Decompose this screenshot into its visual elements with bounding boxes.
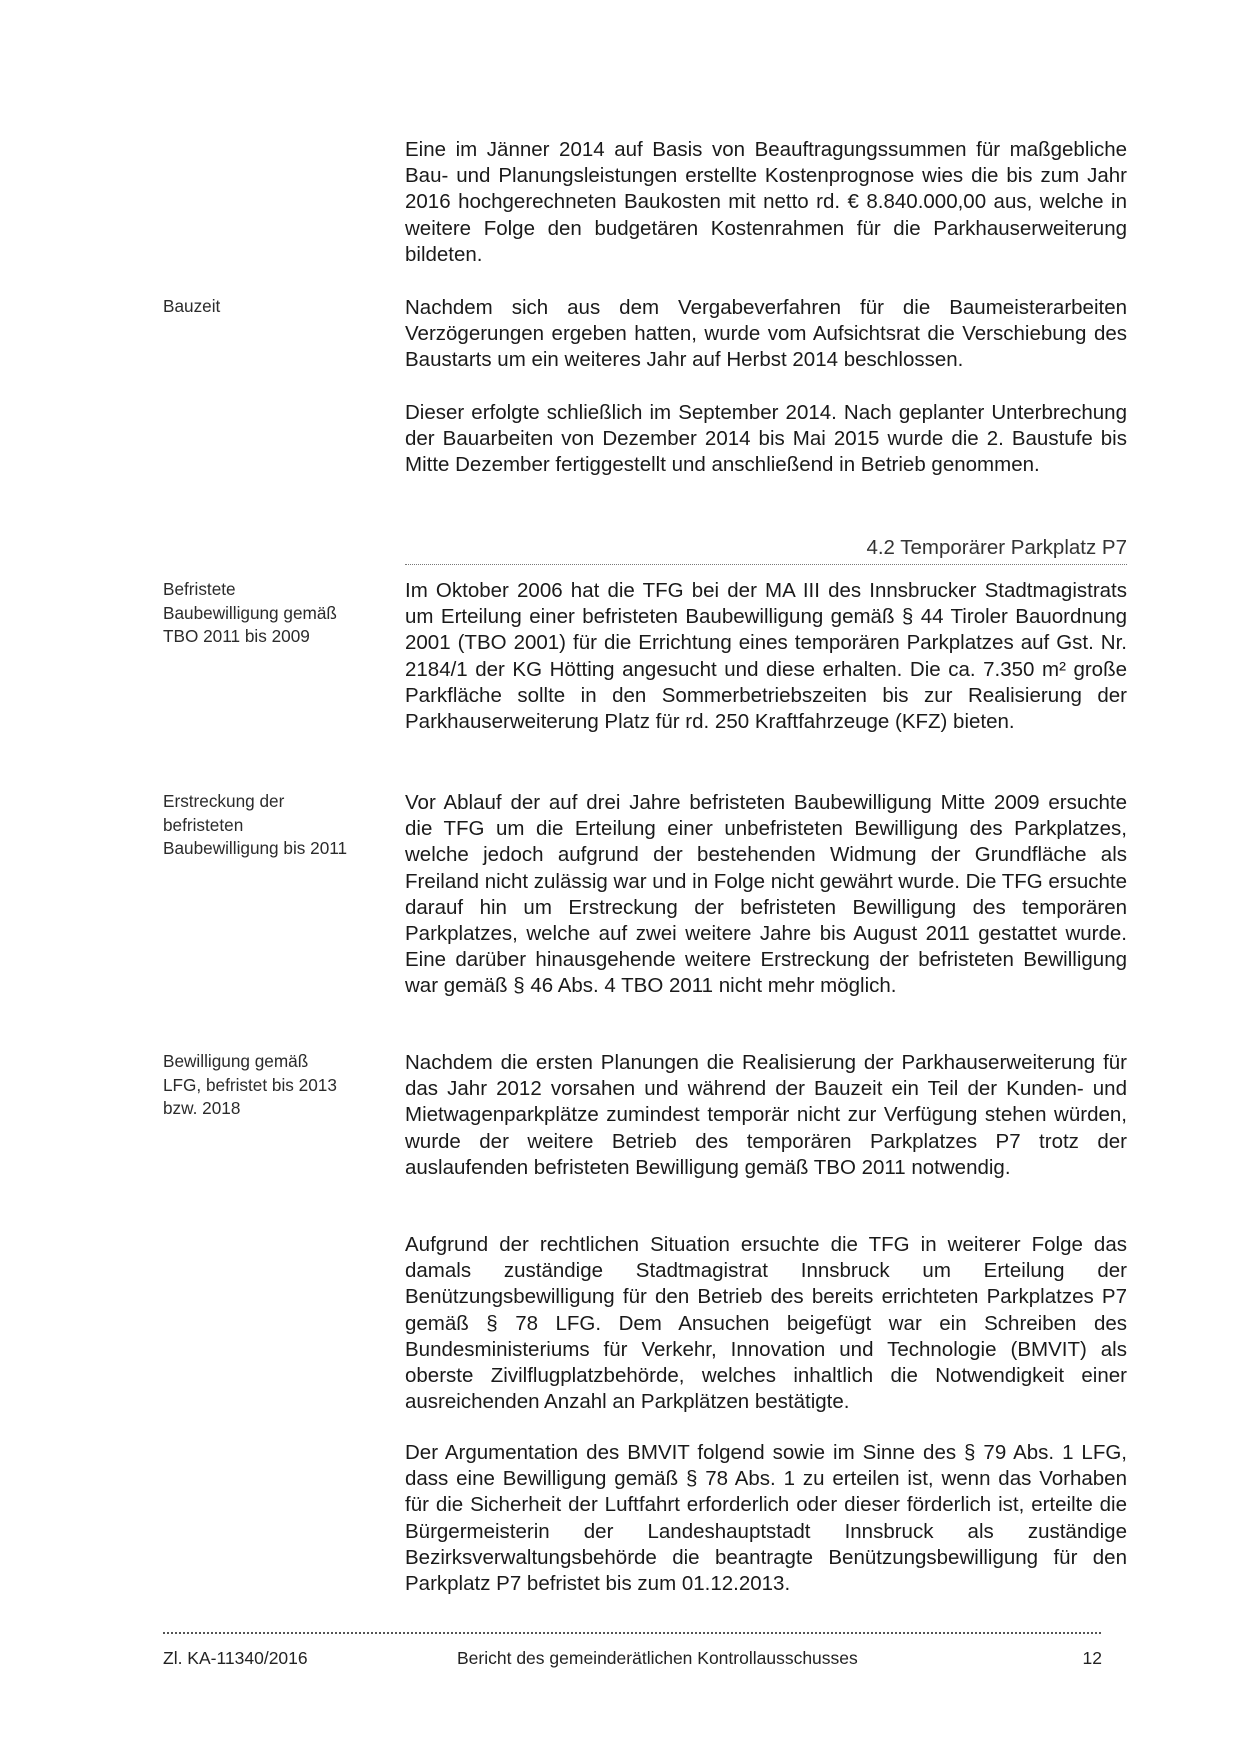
margin-note-line: LFG, befristet bis 2013 [163,1074,337,1095]
margin-note-line: Bewilligung gemäß [163,1051,309,1071]
margin-note-line: Baubewilligung gemäß [163,602,337,623]
paragraph-usage-permit-granted: Der Argumentation des BMVIT folgend sowie im Sinne des § 79 Abs. 1 LFG, dass eine Bewilligung gemäß § 78 Abs. 1 zu erteilen ist, wenn das Vorhaben für die Sicherheit der Luftfahrt erforderlich oder dieser förderlich ist, erteilte die Bürgermeisterin der Landeshauptstadt Innsbruck als zuständige Bezirksverwaltungsbehörde die beantragte Benützungsbewilligung für den Parkplatz P7 befristet bis zum 01.12.2013. [405,1441,1127,1596]
section-heading: 4.2 Temporärer Parkplatz P7 [405,536,1127,565]
margin-note-temporary-permit [163,578,403,649]
margin-note-line: TBO 2011 bis 2009 [163,626,310,646]
footer-reference: Zl. KA-11340/2016 [163,1648,308,1668]
margin-note-permit-extension [163,790,403,861]
margin-note-bauzeit: Bauzeit [163,296,221,316]
paragraph-cost-forecast: Eine im Jänner 2014 auf Basis von Beauftragungssummen für maßgebliche Bau- und Planungsleistungen erstellte Kostenprognose wies die bis zum Jahr 2016 hochgerechneten Baukosten mit netto rd. € 8.840.000,00 aus, welche in weitere Folge den budgetären Kostenrahmen für die Parkhauserweiterung bildeten. [405,138,1127,266]
page-number: 12 [1082,1648,1102,1668]
footer-report-title: Bericht des gemeinderätlichen Kontrollausschusses [457,1648,858,1668]
paragraph-permit-extension: Vor Ablauf der auf drei Jahre befristeten Baubewilligung Mitte 2009 ersuchte die TFG um die Erteilung einer unbefristeten Bewilligung des Parkplatzes, welche jedoch aufgrund der bestehenden Widmung der Grundfläche als Freiland nicht zulässig war und in Folge nicht gewährt wurde. Die TFG ersuchte darauf hin um Erstreckung der befristeten Bewilligung des temporären Parkplatzes, welche auf zwei weitere Jahre bis August 2011 gestattet wurde. Eine darüber hinausgehende weitere Erstreckung der befristeten Bewilligung war gemäß § 46 Abs. 4 TBO 2011 nicht mehr möglich. [405,791,1128,998]
footer-divider [163,1632,1101,1634]
paragraph-construction-delay: Nachdem sich aus dem Vergabeverfahren für die Baumeisterarbeiten Verzögerungen ergeben hatten, wurde vom Aufsichtsrat die Verschiebung des Baustarts um ein weiteres Jahr auf Herbst 2014 beschlossen. [405,296,1127,372]
paragraph-construction-start: Dieser erfolgte schließlich im September 2014. Nach geplanter Unterbrechung der Bauarbeiten von Dezember 2014 bis Mai 2015 wurde die 2. Baustufe bis Mitte Dezember fertiggestellt und anschließend in Betrieb genommen. [405,401,1127,477]
paragraph-temporary-permit: Im Oktober 2006 hat die TFG bei der MA III des Innsbrucker Stadtmagistrats um Erteilung einer befristeten Baubewilligung gemäß § 44 Tiroler Bauordnung 2001 (TBO 2001) für die Errichtung eines temporären Parkplatzes auf Gst. Nr. 2184/1 der KG Hötting angesucht und diese erhalten. Die ca. 7.350 m² große Parkfläche sollte in den Sommerbetriebszeiten bis zur Realisierung der Parkhauserweiterung Platz für rd. 250 Kraftfahrzeuge (KFZ) bieten. [405,579,1127,734]
margin-note-lfg-permit [163,1050,403,1121]
paragraph-usage-permit-request: Aufgrund der rechtlichen Situation ersuchte die TFG in weiterer Folge das damals zuständige Stadtmagistrat Innsbruck um Erteilung der Benützungsbewilligung für den Betrieb des bereits errichteten Parkplatzes P7 gemäß § 78 LFG. Dem Ansuchen beigefügt war ein Schreiben des Bundesministeriums für Verkehr, Innovation und Technologie (BMVIT) als oberste Zivilflugplatzbehörde, welches inhaltlich die Notwendigkeit einer ausreichenden Anzahl an Parkplätzen bestätigte. [405,1233,1127,1414]
paragraph-continued-operation: Nachdem die ersten Planungen die Realisierung der Parkhauserweiterung für das Jahr 2012 vorsahen und während der Bauzeit ein Teil der Kunden- und Mietwagenparkplätze zumindest temporär nicht zur Verfügung stehen würden, wurde der weitere Betrieb des temporären Parkplatzes P7 trotz der auslaufenden befristeten Bewilligung gemäß TBO 2011 notwendig. [405,1051,1127,1179]
margin-note-line: Erstreckung der [163,791,285,811]
margin-note-line: Befristete [163,579,236,599]
margin-note-line: Baubewilligung bis 2011 [163,838,348,858]
margin-note-line: befristeten [163,814,244,835]
margin-note-line: bzw. 2018 [163,1098,241,1118]
